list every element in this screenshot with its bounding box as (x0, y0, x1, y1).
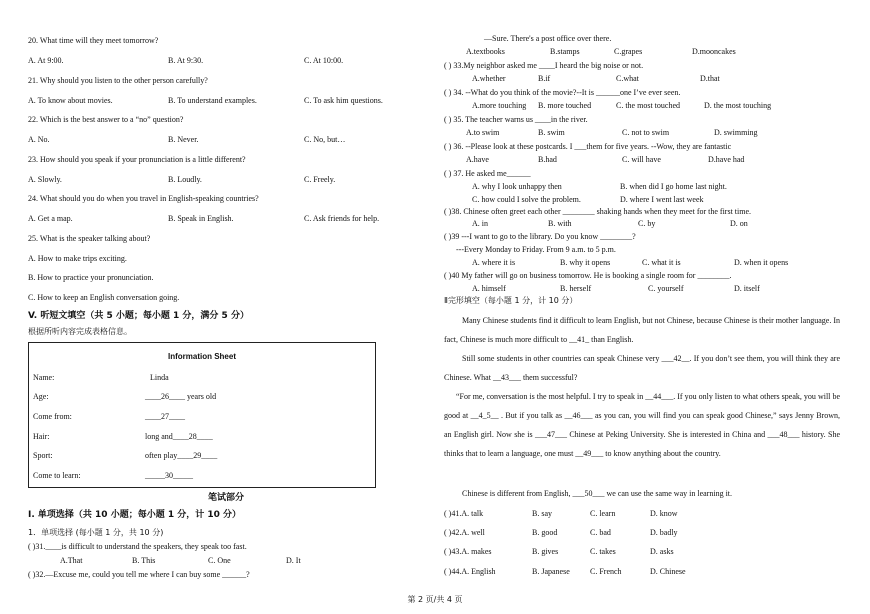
q33-stem: ( ) 33.My neighbor asked me ____I heard the big noise or not. (444, 61, 644, 70)
q32-option-d: D.mooncakes (692, 47, 736, 56)
info-value-sport: often play____29____ (145, 451, 218, 460)
q42-option-b: B. good (532, 528, 558, 537)
q32-option-c: C.grapes (614, 47, 643, 56)
information-sheet-title: Information Sheet (167, 352, 236, 361)
q22-option-c: C. No, but… (304, 135, 346, 144)
q40-stem: ( )40 My father will go on business tomorrow. He is booking a single room for ________. (444, 271, 732, 280)
q42-option-c: C. bad (590, 528, 611, 537)
info-label-come-to-learn: Come to learn: (33, 471, 81, 480)
q20-stem: 20. What time will they meet tomorrow? (28, 36, 159, 45)
q35-option-a: A.to swim (466, 128, 500, 137)
q43-option-b: B. gives (532, 547, 559, 556)
q22-stem: 22. Which is the best answer to a “no” question? (28, 115, 184, 124)
q43-option-a: ( )43.A. makes (444, 547, 492, 556)
q33-option-d: D.that (700, 74, 720, 83)
q31-option-d: D. It (286, 556, 301, 565)
q24-option-c: C. Ask friends for help. (304, 214, 380, 223)
q34-option-a: A.more touching (472, 101, 527, 110)
q41-option-d: D. know (650, 509, 678, 518)
q38-stem: ( )38. Chinese often greet each other ________ shaking hands when they meet for the first time. (444, 207, 752, 216)
q38-option-a: A. in (472, 219, 488, 228)
q23-option-b: B. Loudly. (168, 175, 202, 184)
q44-option-d: D. Chinese (650, 567, 686, 576)
q39-option-d: D. when it opens (734, 258, 789, 267)
q33-option-b: B.if (538, 74, 551, 83)
q25-option-a: A. How to make trips exciting. (28, 254, 127, 263)
q36-option-d: D.have had (708, 155, 745, 164)
q39-option-a: A. where it is (472, 258, 516, 267)
q34-option-d: D. the most touching (704, 101, 772, 110)
q39-continuation: ---Every Monday to Friday. From 9 a.m. to 5 p.m. (456, 245, 616, 254)
q20-option-b: B. At 9:30. (168, 56, 204, 65)
q22-option-a: A. No. (28, 135, 50, 144)
q35-option-b: B. swim (538, 128, 565, 137)
info-label-come-from: Come from: (33, 412, 72, 421)
cloze-paragraph-3: “For me, conversation is the most helpful. I try to speak in __44___. If you only listen to what others speak, you will be good at __4_5__ . But if you talk as __46___ as you can, you will find you can speak good Chinese,” says Jenny Brown, an English girl. Now she is ___47___ Chinese at Peking University. She is interested in China and ___48___ history. She thinks that to learn a language, one must __49___ to know anything about the country. (444, 392, 840, 458)
q37-option-a: A. why I look unhappy then (472, 182, 562, 191)
q41-option-c: C. learn (590, 509, 616, 518)
q35-option-d: D. swimming (714, 128, 758, 137)
info-value-age: ____26____ years old (145, 392, 217, 401)
q31-option-c: C. One (208, 556, 231, 565)
q40-option-b: B. herself (560, 284, 592, 293)
q21-stem: 21. Why should you listen to the other person carefully? (28, 76, 208, 85)
cloze-paragraph-2: Still some students in other countries can speak Chinese very ___42__. If you don’t see them, you will think they are Chinese. What __43___ them successful? (444, 354, 840, 382)
q23-option-c: C. Freely. (304, 175, 336, 184)
q23-stem: 23. How should you speak if your pronunciation is a little different? (28, 155, 246, 164)
q40-option-a: A. himself (472, 284, 506, 293)
info-label-name: Name: (33, 373, 55, 382)
q36-stem: ( ) 36. --Please look at these postcards. I ___them for five years. --Wow, they are fantastic (444, 142, 732, 151)
information-sheet (28, 342, 376, 488)
q20-option-c: C. At 10:00. (304, 56, 344, 65)
q36-option-a: A.have (466, 155, 489, 164)
q38-option-c: C. by (638, 219, 656, 228)
info-value-come-from: ____27____ (145, 412, 185, 421)
q31-option-a: A.That (60, 556, 83, 565)
section1-title: I. 单项选择（共 10 小题；每小题 1 分，计 10 分） (28, 510, 242, 520)
q24-stem: 24. What should you do when you travel in English-speaking countries? (28, 194, 259, 203)
section5-title: V. 听短文填空（共 5 小题；每小题 1 分，满分 5 分） (28, 311, 249, 321)
q36-option-b: B.had (538, 155, 557, 164)
q37-option-d: D. where I went last week (620, 195, 704, 204)
written-part-title: 笔试部分 (207, 493, 244, 503)
q34-stem: ( ) 34. --What do you think of the movie?--It is ______one I’ve ever seen. (444, 88, 681, 97)
q21-option-b: B. To understand examples. (168, 96, 257, 105)
q24-option-b: B. Speak in English. (168, 214, 234, 223)
q43-option-d: D. asks (650, 547, 674, 556)
q31-stem: ( )31.____is difficult to understand the speakers, they speak too fast. (28, 542, 247, 551)
section5-instructions: 根据所听内容完成表格信息。 (28, 327, 132, 336)
q22-option-b: B. Never. (168, 135, 199, 144)
q37-option-b: B. when did I go home last night. (620, 182, 727, 191)
q37-option-c: C. how could I solve the problem. (472, 195, 581, 204)
q35-stem: ( ) 35. The teacher warns us ____in the river. (444, 115, 588, 124)
q25-stem: 25. What is the speaker talking about? (28, 234, 151, 243)
q42-option-d: D. badly (650, 528, 678, 537)
q40-option-c: C. yourself (648, 284, 684, 293)
q21-option-c: C. To ask him questions. (304, 96, 383, 105)
info-label-hair: Hair: (33, 432, 50, 441)
q41-option-b: B. say (532, 509, 552, 518)
q37-stem: ( ) 37. He asked me______ (444, 169, 531, 178)
q32-option-a: A.textbooks (466, 47, 505, 56)
q35-option-c: C. not to swim (622, 128, 670, 137)
q21-option-a: A. To know about movies. (28, 96, 113, 105)
q34-option-c: C. the most touched (616, 101, 680, 110)
q39-stem: ( )39 ---I want to go to the library. Do you know ________? (444, 232, 636, 241)
q20-option-a: A. At 9:00. (28, 56, 64, 65)
q25-option-c: C. How to keep an English conversation going. (28, 293, 180, 302)
section1-subtitle: 1．单项选择 (每小题 1 分，共 10 分) (28, 528, 164, 537)
q42-option-a: ( )42.A. well (444, 528, 485, 537)
q31-option-b: B. This (132, 556, 156, 565)
q32-continuation: —Sure. There's a post office over there. (484, 34, 612, 43)
info-value-hair: long and____28____ (145, 432, 213, 441)
info-label-sport: Sport: (33, 451, 53, 460)
q38-option-b: B. with (548, 219, 572, 228)
q44-option-c: C. French (590, 567, 622, 576)
q38-option-d: D. on (730, 219, 748, 228)
page-footer: 第 2 页/共 4 页 (407, 595, 463, 604)
cloze-section-title: Ⅱ完形填空（每小题 1 分，计 10 分） (444, 296, 578, 305)
q39-option-b: B. why it opens (560, 258, 611, 267)
q25-option-b: B. How to practice your pronunciation. (28, 273, 154, 282)
q44-option-b: B. Japanese (532, 567, 570, 576)
q36-option-c: C. will have (622, 155, 661, 164)
q44-option-a: ( )44.A. English (444, 567, 496, 576)
q33-option-a: A.whether (472, 74, 506, 83)
q33-option-c: C.what (616, 74, 639, 83)
q43-option-c: C. takes (590, 547, 616, 556)
q23-option-a: A. Slowly. (28, 175, 62, 184)
info-label-age: Age: (33, 392, 49, 401)
cloze-paragraph-4: Chinese is different from English, ___50___ we can use the same way in learning it. (462, 489, 733, 498)
q34-option-b: B. more touched (538, 101, 592, 110)
q32-option-b: B.stamps (550, 47, 580, 56)
q32-stem: ( )32.—Excuse me, could you tell me where I can buy some ______? (28, 570, 250, 579)
q24-option-a: A. Get a map. (28, 214, 73, 223)
q40-option-d: D. itself (734, 284, 760, 293)
cloze-paragraph-1: Many Chinese students find it difficult to learn English, but not Chinese, because Chinese is their mother language. In fact, Chinese is much more difficult to __41_ than English. (444, 316, 840, 344)
q41-option-a: ( )41.A. talk (444, 509, 484, 518)
info-value-come-to-learn: _____30_____ (145, 471, 193, 480)
info-value-name: Linda (150, 373, 169, 382)
q39-option-c: C. what it is (642, 258, 681, 267)
